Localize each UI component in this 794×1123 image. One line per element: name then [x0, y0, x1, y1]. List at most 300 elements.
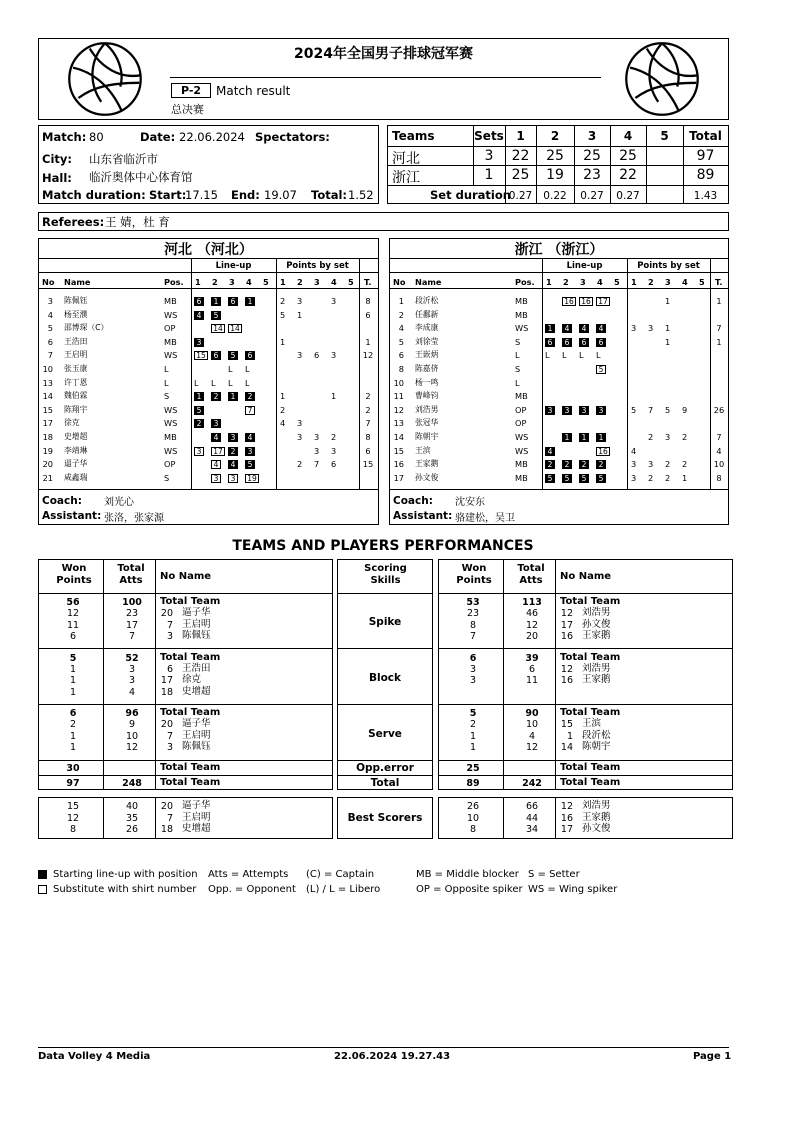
player-position: MB [164, 432, 177, 442]
lineup-set-header: 5 [614, 277, 620, 287]
points-set-header: 3 [314, 277, 320, 287]
skill-total-won: 5 [469, 708, 477, 720]
lineup-set-header: 4 [597, 277, 603, 287]
starting-position-box: 3 [194, 338, 204, 347]
total-label: Total: [311, 188, 348, 202]
points-set-header: 1 [631, 277, 637, 287]
player-total: 1 [716, 336, 722, 347]
best-no: 7 [166, 812, 173, 824]
starting-position-box: 2 [194, 419, 204, 428]
player-name: 徐克 [182, 674, 202, 686]
player-no: 3 [166, 631, 173, 642]
player-name: 王家鹅 [415, 459, 439, 469]
player-position: OP [515, 404, 527, 415]
player-number: 17 [393, 472, 404, 483]
player-atts: 12 [525, 619, 539, 631]
perf-row-line [338, 760, 432, 761]
score-cell: 25 [619, 148, 637, 164]
substitute-box: 3 [211, 474, 221, 483]
perf-row-line [338, 704, 432, 705]
player-number: 6 [47, 336, 53, 347]
starting-position-box: 2 [245, 392, 255, 401]
lineup-set-header: 4 [246, 277, 252, 287]
player-won: 3 [469, 663, 477, 675]
skill-name: Spike [368, 616, 402, 628]
skill-total-atts: 39 [525, 652, 539, 664]
substitute-box: 7 [245, 406, 255, 415]
starting-position-box: 1 [245, 297, 255, 306]
player-total: 8 [365, 432, 371, 442]
points-set-header: 3 [665, 277, 671, 287]
substitute-box: 17 [211, 447, 225, 456]
player-number: 10 [42, 364, 53, 374]
player-row [39, 378, 378, 388]
starting-position-box: 4 [211, 433, 221, 442]
set-points: 2 [280, 404, 286, 415]
best-won: 10 [466, 812, 480, 824]
starting-position-box: 3 [211, 419, 221, 428]
player-position: OP [515, 418, 527, 429]
starting-position-box: 3 [579, 406, 589, 415]
set-duration: 0.22 [543, 190, 567, 202]
set-points: 3 [297, 296, 303, 306]
city-label: City: [42, 152, 72, 166]
lineup-header: Line-up [215, 261, 252, 271]
player-no: 7 [166, 619, 173, 631]
score-header: Teams [392, 129, 435, 143]
player-won: 12 [66, 608, 80, 619]
player-number: 3 [47, 296, 53, 306]
player-number: 20 [42, 459, 53, 470]
player-number: 2 [398, 309, 404, 320]
total-team-label: Total Team [560, 707, 621, 719]
set-points: 3 [631, 472, 637, 483]
libero-mark: L [211, 377, 216, 388]
player-row [39, 459, 378, 469]
roster-rule [39, 258, 378, 259]
best-scorers-a [38, 797, 333, 839]
substitute-box: 17 [596, 297, 610, 306]
player-number: 8 [398, 364, 404, 374]
set-points: 4 [631, 445, 637, 456]
score-cell: 25 [511, 167, 530, 183]
set-duration: 0.27 [616, 190, 640, 202]
coach-label: Coach: [393, 495, 433, 507]
set-points: 3 [631, 459, 637, 470]
player-won: 8 [469, 619, 477, 631]
player-row [390, 296, 728, 306]
player-name: 杨一鸣 [415, 377, 439, 387]
libero-mark: L [579, 350, 584, 361]
set-points: 2 [297, 459, 303, 470]
starting-position-box: 3 [596, 406, 606, 415]
assistant-label: Assistant: [393, 510, 453, 522]
coach-rule [39, 489, 378, 490]
starting-position-box: 4 [194, 311, 204, 320]
player-number: 15 [42, 404, 53, 415]
best-won: 15 [66, 801, 80, 812]
player-number: 4 [398, 323, 404, 334]
perf-row-line [439, 648, 732, 649]
referees-box [38, 212, 729, 231]
starting-position-box: 5 [596, 474, 606, 483]
opp-total-team: Total Team [160, 762, 221, 773]
player-row [39, 337, 378, 347]
player-position: L [515, 350, 520, 361]
player-name: 陈朝宇 [415, 432, 439, 441]
set-points: 2 [331, 432, 337, 442]
player-name: 陈朝宇 [582, 741, 611, 753]
set-points: 2 [648, 472, 654, 483]
player-name: 逼子华 [64, 459, 88, 469]
player-row [390, 310, 728, 320]
performance-team-b [438, 559, 733, 790]
set-points: 2 [682, 459, 688, 470]
player-name: 曹峰钧 [415, 391, 439, 401]
starting-position-box: 6 [579, 338, 589, 347]
legend-lib: (L) / L = Libero [306, 884, 381, 895]
best-atts: 66 [525, 801, 539, 812]
points-set-header: 2 [297, 277, 303, 287]
points-header: Points by set [286, 261, 349, 271]
legend-opp: Opp. = Opponent [208, 884, 296, 895]
player-won: 1 [69, 675, 77, 687]
player-no: 12 [560, 663, 573, 675]
substitute-box: 16 [579, 297, 593, 306]
player-total: 12 [362, 350, 374, 361]
roster-rule [390, 288, 728, 289]
set-points: 1 [665, 323, 671, 334]
player-total: 8 [365, 296, 371, 306]
duration-col-line [574, 185, 575, 204]
total-duration: 1.52 [348, 188, 374, 202]
skill-total-won: 56 [66, 597, 80, 608]
perf-row-line [39, 760, 332, 761]
libero-mark: L [228, 377, 233, 388]
score-header: 1 [516, 129, 525, 143]
score-cell: 19 [546, 167, 564, 183]
player-no: 20 [160, 719, 173, 731]
player-position: L [515, 377, 520, 388]
player-position: WS [164, 309, 178, 320]
skill-name: Block [368, 672, 402, 684]
player-no: 7 [166, 730, 173, 742]
player-name: 孙文俊 [415, 472, 439, 482]
player-total: 7 [716, 432, 722, 442]
phase: 总决赛 [171, 103, 204, 116]
set-duration-label: Set duration [430, 188, 511, 202]
player-row [390, 405, 728, 415]
player-name: 王滨 [415, 445, 431, 455]
set-points: 5 [631, 404, 637, 415]
score-cell: 22 [511, 148, 530, 164]
set-points: 7 [648, 404, 654, 415]
player-number: 17 [42, 418, 53, 429]
starting-position-box: 5 [245, 460, 255, 469]
player-row [39, 364, 378, 374]
player-number: 1 [398, 296, 404, 306]
footer-right: Page 1 [693, 1051, 732, 1062]
total-team-label: Total Team [160, 651, 221, 663]
player-position: WS [164, 404, 178, 415]
player-position: S [515, 336, 521, 347]
assistant-name: 张洛，张家源 [104, 513, 164, 524]
performances-title: TEAMS AND PLAYERS PERFORMANCES [232, 538, 534, 554]
lineup-set-header: 3 [229, 277, 235, 287]
set-points: 2 [665, 472, 671, 483]
lineup-header: Line-up [566, 261, 603, 271]
player-atts: 10 [525, 719, 539, 731]
set-points: 3 [297, 350, 303, 361]
best-scorers-b [438, 797, 733, 839]
set-duration: 0.27 [508, 190, 533, 202]
player-row [390, 473, 728, 483]
player-number: 11 [393, 391, 404, 402]
best-no: 12 [560, 801, 573, 812]
player-name: 刘浩男 [582, 607, 611, 618]
player-name: 王滨 [582, 718, 602, 730]
best-won: 26 [466, 801, 480, 812]
set-points: 6 [331, 459, 337, 470]
player-won: 7 [469, 631, 477, 642]
starting-position-box: 3 [562, 406, 572, 415]
set-points: 1 [280, 391, 286, 402]
best-atts: 34 [525, 824, 539, 835]
coach-label: Coach: [42, 495, 82, 507]
best-atts: 26 [125, 824, 139, 835]
total-atts: 248 [122, 778, 142, 789]
best-no: 18 [160, 824, 173, 835]
best-no: 16 [560, 812, 573, 824]
player-row [39, 296, 378, 306]
set-points: 3 [631, 323, 637, 334]
total-atts-header: Total Atts [517, 563, 545, 586]
title-rule [170, 77, 601, 78]
best-atts: 40 [125, 801, 139, 812]
player-won: 1 [69, 686, 77, 698]
coach-name: 刘光心 [104, 497, 134, 508]
perf-row-line [439, 704, 732, 705]
best-no: 20 [160, 801, 173, 812]
total-label: Total [370, 777, 400, 789]
roster-team-b [389, 238, 729, 525]
best-name: 王家鹅 [582, 811, 611, 823]
player-name: 许丁恩 [64, 377, 88, 387]
player-no: 18 [160, 686, 173, 698]
pos-header: Pos. [164, 277, 184, 287]
player-row [390, 350, 728, 360]
filled-square-icon [38, 870, 47, 879]
starting-position-box: 2 [228, 447, 238, 456]
player-name: 刘徐莹 [415, 336, 439, 346]
player-name: 陈嘉侪 [415, 364, 439, 373]
score-row-line [388, 185, 728, 186]
player-no: 16 [560, 631, 573, 642]
score-cell: 23 [583, 167, 601, 183]
best-won: 8 [69, 824, 77, 835]
player-name: 王嵌炳 [415, 350, 439, 360]
legend-cap: (C) = Captain [306, 869, 375, 880]
set-duration: 0.27 [580, 190, 604, 202]
coach-rule [390, 489, 728, 490]
skill-total-atts: 52 [125, 652, 139, 664]
skill-total-atts: 96 [125, 708, 139, 720]
player-row [39, 446, 378, 456]
legend-s: S = Setter [528, 869, 580, 880]
perf-row-line [39, 593, 332, 594]
lineup-set-header: 5 [263, 277, 269, 287]
score-row-line [388, 165, 728, 166]
player-won: 23 [466, 608, 480, 619]
substitute-box: 3 [228, 474, 238, 483]
pos-header: Pos. [515, 277, 535, 287]
legend-mb: MB = Middle blocker [416, 869, 519, 880]
starting-position-box: 3 [245, 447, 255, 456]
starting-position-box: 6 [596, 338, 606, 347]
starting-position-box: 1 [579, 433, 589, 442]
points-set-header: 2 [648, 277, 654, 287]
player-atts: 3 [128, 663, 136, 675]
player-name: 王启明 [182, 729, 211, 741]
player-position: MB [515, 472, 528, 483]
player-number: 12 [393, 404, 404, 415]
player-name: 王浩田 [64, 336, 88, 346]
player-total: 2 [365, 391, 371, 402]
player-row [39, 418, 378, 428]
skill-total-won: 6 [69, 708, 77, 720]
player-row [390, 432, 728, 442]
roster-rule [39, 272, 378, 273]
player-no: 15 [560, 719, 573, 731]
total-team-label: Total Team [560, 596, 621, 607]
total-header: T. [715, 277, 723, 287]
lineup-set-header: 1 [546, 277, 552, 287]
referees-names: 王 婧，杜 育 [105, 215, 170, 229]
player-no: 12 [560, 608, 573, 619]
set-points: 3 [297, 418, 303, 429]
starting-position-box: 3 [545, 406, 555, 415]
player-atts: 12 [125, 742, 139, 754]
points-set-header: 5 [348, 277, 354, 287]
set-points: 3 [297, 432, 303, 442]
player-number: 4 [47, 309, 53, 320]
doc-title: Match result [216, 84, 291, 98]
match-date: 22.06.2024 [179, 130, 245, 144]
total-won: 89 [466, 778, 480, 789]
player-total: 15 [362, 459, 374, 470]
player-number: 13 [42, 377, 53, 388]
player-name: 王启明 [182, 618, 211, 630]
set-points: 2 [280, 296, 286, 306]
perf-row-line [338, 648, 432, 649]
player-position: L [164, 377, 169, 388]
player-row [39, 323, 378, 333]
referees-label: Referees: [42, 215, 105, 229]
player-name: 孙文俊 [582, 618, 611, 630]
legend-l1: Starting line-up with position [53, 869, 198, 880]
score-header: 4 [623, 129, 633, 143]
best-scorers-label: Best Scorers [347, 812, 423, 824]
starting-position-box: 5 [228, 351, 238, 360]
set-points: 3 [331, 445, 337, 456]
player-name: 逼子华 [182, 718, 211, 730]
starting-position-box: 2 [596, 460, 606, 469]
player-number: 19 [42, 445, 53, 456]
starting-position-box: 6 [194, 297, 204, 306]
footer-center: 22.06.2024 19.27.43 [334, 1051, 451, 1062]
substitute-box: 16 [596, 447, 610, 456]
set-points: 2 [665, 459, 671, 470]
libero-mark: L [596, 350, 601, 361]
skill-total-won: 53 [466, 597, 480, 608]
substitute-box: 4 [211, 460, 221, 469]
player-row [390, 459, 728, 469]
roster-header-row [39, 277, 378, 287]
assistant-label: Assistant: [42, 510, 102, 522]
set-points: 3 [648, 459, 654, 470]
player-won: 3 [469, 675, 477, 687]
set-points: 1 [331, 391, 337, 402]
starting-position-box: 5 [562, 474, 572, 483]
starting-position-box: 1 [228, 392, 238, 401]
player-total: 4 [716, 445, 722, 456]
player-total: 6 [365, 309, 371, 320]
skill-total-atts: 100 [122, 597, 142, 608]
player-total: 2 [365, 404, 371, 415]
player-name: 咸鑫瑞 [64, 472, 88, 482]
set-points: 7 [314, 459, 320, 470]
tournament-title: 2024年全国男子排球冠军赛 [294, 46, 473, 62]
starting-position-box: 5 [545, 474, 555, 483]
footer-left: Data Volley 4 Media [38, 1051, 151, 1062]
player-row [390, 446, 728, 456]
player-number: 16 [393, 459, 404, 470]
player-number: 13 [393, 418, 404, 429]
player-won: 1 [469, 730, 477, 742]
assistant-name: 骆建松，吴卫 [455, 513, 515, 524]
header-box [38, 38, 729, 120]
player-atts: 9 [128, 719, 136, 731]
player-won: 11 [66, 619, 80, 631]
player-row [39, 432, 378, 442]
player-position: S [164, 391, 170, 402]
perf-row-line [338, 775, 432, 776]
set-points: 3 [665, 432, 671, 442]
city-value: 山东省临沂市 [89, 152, 158, 166]
player-name: 张冠华 [415, 418, 439, 428]
player-name: 段沂松 [415, 296, 439, 305]
skill-total-atts: 90 [525, 708, 539, 720]
best-won: 12 [66, 812, 80, 824]
player-no: 20 [160, 608, 173, 619]
player-row [39, 350, 378, 360]
hall-value: 临沂奥体中心体育馆 [89, 170, 193, 184]
player-name: 杨至濮 [64, 309, 88, 319]
won-points-header: Won Points [456, 563, 492, 586]
skills-column [337, 559, 433, 790]
match-number: 80 [89, 130, 104, 144]
set-points: 5 [280, 309, 286, 320]
player-row [390, 323, 728, 333]
total-atts: 242 [522, 778, 542, 789]
player-name: 段沂松 [582, 729, 611, 741]
starting-position-box: 4 [562, 324, 572, 333]
won-points-header: Won Points [56, 563, 92, 586]
player-number: 14 [393, 432, 404, 442]
roster-rule [390, 272, 728, 273]
player-atts: 4 [128, 686, 136, 698]
starting-position-box: 2 [211, 392, 221, 401]
